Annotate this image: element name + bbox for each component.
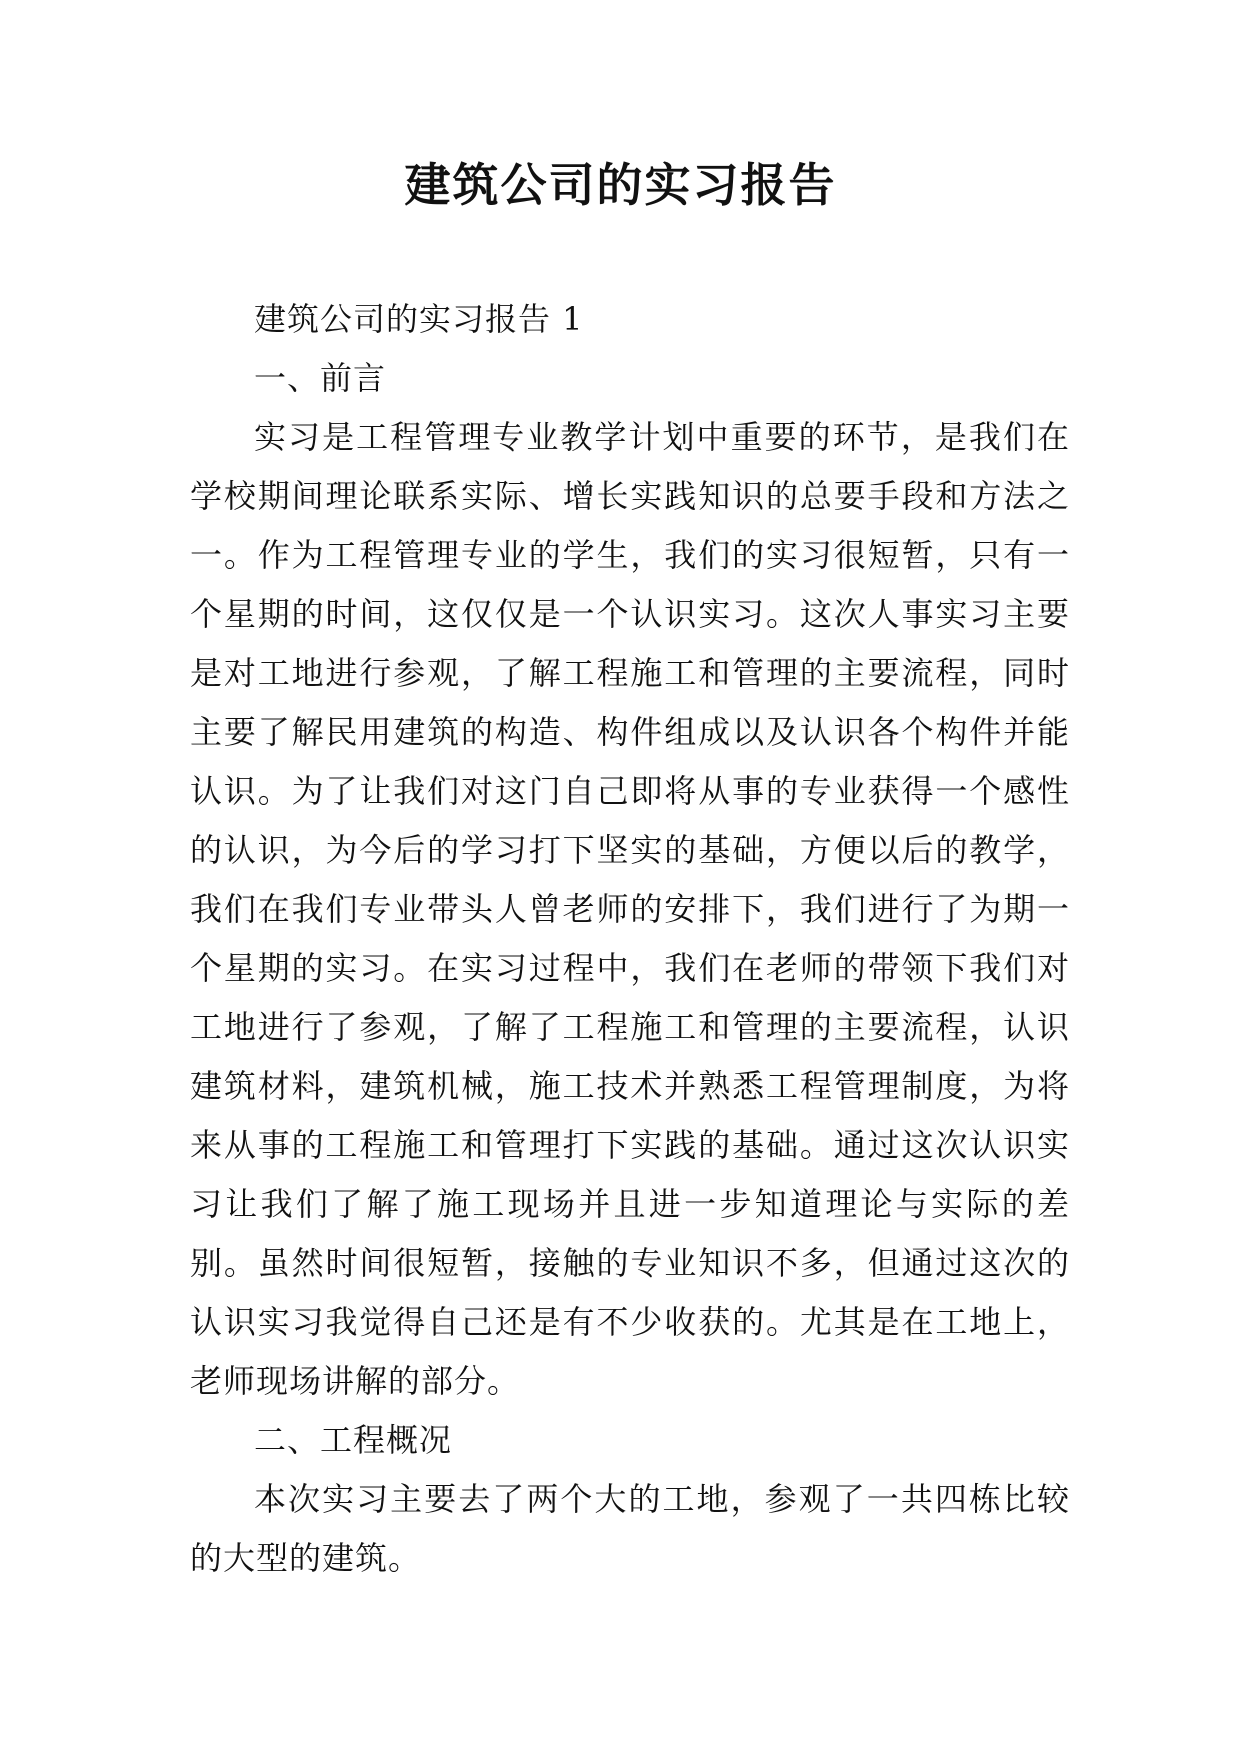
document-title: 建筑公司的实习报告 (404, 158, 837, 212)
report-subtitle: 建筑公司的实习报告 1 (254, 300, 584, 338)
section-heading-overview: 二、工程概况 (254, 1421, 453, 1459)
section-heading-preface: 一、前言 (254, 359, 387, 397)
overview-paragraph: 本次实习主要去了两个大的工地，参观了一共四栋比较的大型的建筑。 (190, 1480, 1070, 1577)
preface-paragraph: 实习是工程管理专业教学计划中重要的环节，是我们在学校期间理论联系实际、增长实践知识的总要手段和方法之一。作为工程管理专业的学生，我们的实习很短暂，只有一个星期的时间，这仅仅是一个认识实习。这次人事实习主要是对工地进行参观，了解工程施工和管理的主要流程，同时主要了解民用建筑的构造、构件组成以及认识各个构件并能认识。为了让我们对这门自己即将从事的专业获得一个感性的认识，为今后的学习打下坚实的基础，方便以后的教学，我们在我们专业带头人曾老师的安排下，我们进行了为期一个星期的实习。在实习过程中，我们在老师的带领下我们对工地进行了参观，了解了工程施工和管理的主要流程，认识建筑材料，建筑机械，施工技术并熟悉工程管理制度，为将来从事的工程施工和管理打下实践的基础。通过这次认识实习让我们了解了施工现场并且进一步知道理论与实际的差别。虽然时间很短暂，接触的专业知识不多，但通过这次的认识实习我觉得自己还是有不少收获的。尤其是在工地上，老师现场讲解的部分。 (190, 418, 1070, 1400)
document-body (190, 290, 1070, 1588)
